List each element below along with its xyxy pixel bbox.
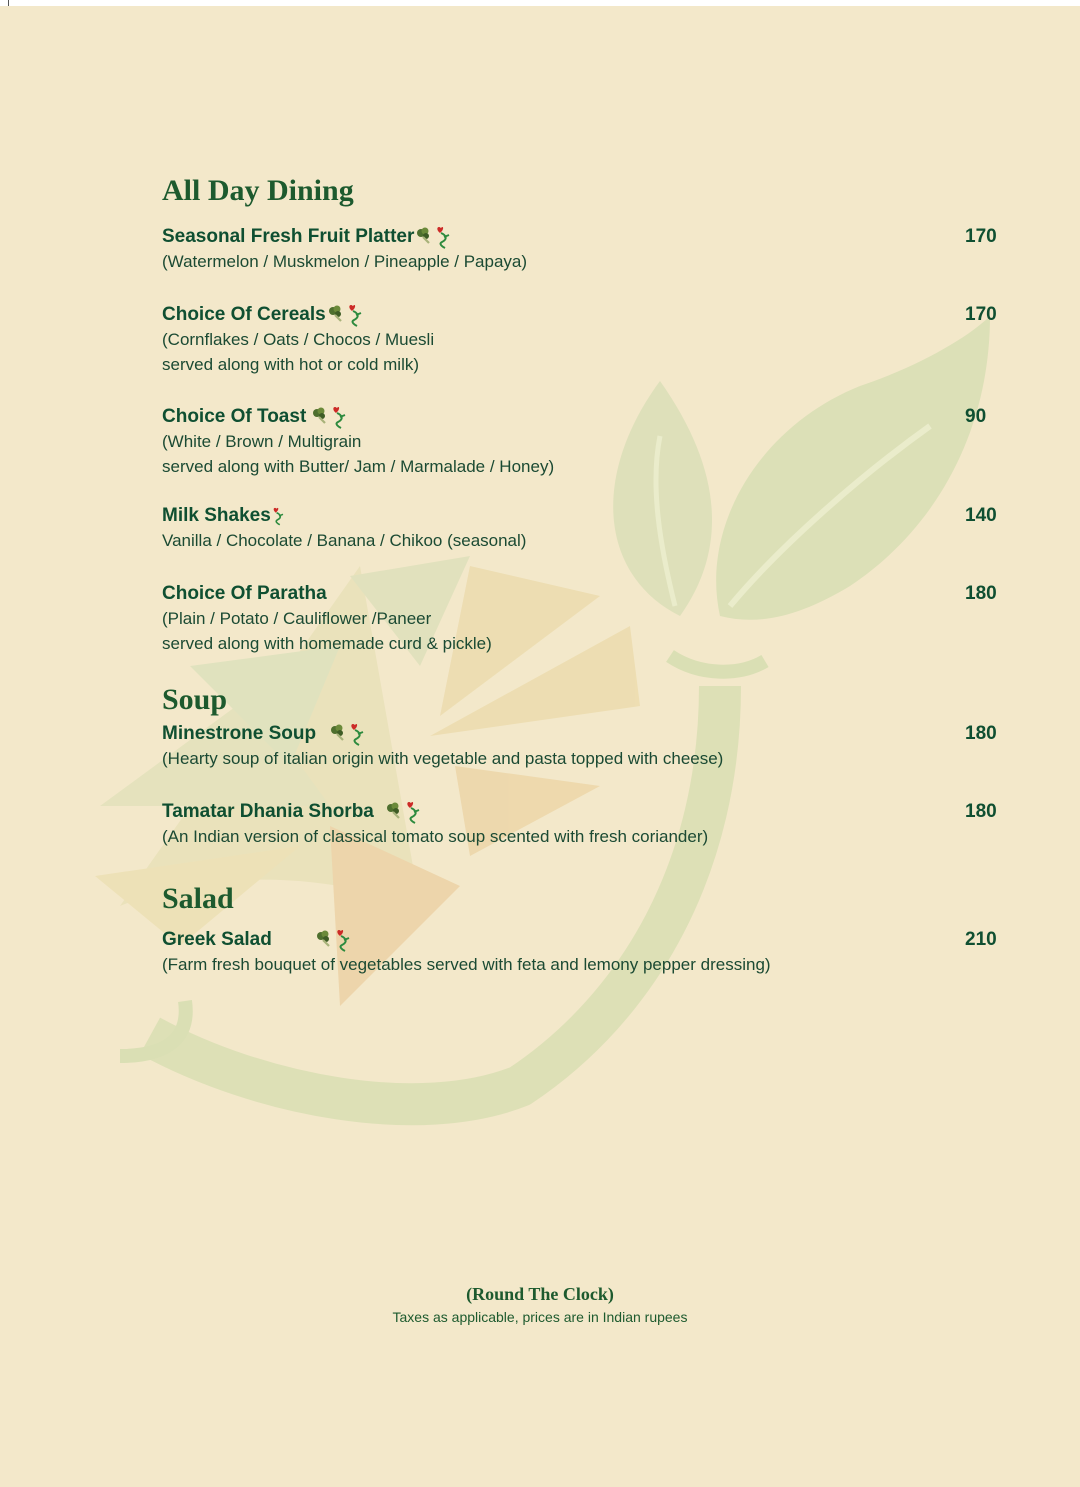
diet-icons [414, 224, 454, 249]
menu-item-description: (An Indian version of classical tomato soup scented with fresh coriander) [162, 827, 709, 846]
diet-icons [271, 503, 287, 528]
menu-item-price: 170 [965, 304, 997, 325]
cherry-icon [346, 302, 366, 327]
diet-icons [314, 927, 354, 952]
broccoli-icon [314, 927, 334, 952]
menu-item [162, 581, 1002, 656]
menu-item-price: 90 [965, 406, 987, 427]
menu-item-price: 140 [965, 505, 997, 526]
menu-item [162, 404, 1002, 479]
menu-item-name: Choice Of Toast [162, 406, 307, 427]
diet-icons [384, 799, 424, 824]
menu-content [0, 6, 1080, 1487]
menu-item-price: 180 [965, 583, 997, 604]
menu-item [162, 503, 1002, 553]
broccoli-icon [326, 302, 346, 327]
menu-item-name: Milk Shakes [162, 505, 271, 526]
menu-item-price: 210 [965, 929, 997, 950]
menu-item-price: 170 [965, 226, 997, 247]
broccoli-icon [414, 224, 434, 249]
section-title-all-day-dining: All Day Dining [162, 174, 354, 207]
diet-icons [328, 721, 368, 746]
menu-item [162, 721, 1002, 771]
menu-item-name: Seasonal Fresh Fruit Platter [162, 226, 415, 247]
menu-item [162, 302, 1002, 377]
menu-item-name: Choice Of Cereals [162, 304, 326, 325]
menu-item-name: Choice Of Paratha [162, 583, 327, 604]
broccoli-icon [310, 404, 330, 429]
menu-item-description: (Cornflakes / Oats / Chocos / Muesli served along with hot or cold milk) [162, 330, 435, 374]
diet-icons [326, 302, 366, 327]
menu-item-price: 180 [965, 723, 997, 744]
section-title-salad: Salad [162, 882, 234, 915]
broccoli-icon [328, 721, 348, 746]
menu-item-name: Minestrone Soup [162, 723, 317, 744]
menu-item-description: (White / Brown / Multigrain served along with Butter/ Jam / Marmalade / Honey) [162, 432, 555, 476]
cherry-icon [334, 927, 354, 952]
cherry-icon [271, 503, 287, 528]
diet-icons [310, 404, 350, 429]
menu-item-price: 180 [965, 801, 997, 822]
menu-item-description: (Watermelon / Muskmelon / Pineapple / Papaya) [162, 252, 528, 271]
menu-item [162, 927, 1002, 977]
menu-item-description: (Farm fresh bouquet of vegetables served with feta and lemony pepper dressing) [162, 955, 771, 974]
menu-item [162, 224, 1002, 274]
footer-title: (Round The Clock) [466, 1284, 614, 1304]
menu-item-name: Tamatar Dhania Shorba [162, 801, 374, 822]
cherry-icon [434, 224, 454, 249]
cherry-icon [404, 799, 424, 824]
menu-item [162, 799, 1002, 849]
menu-item-description: Vanilla / Chocolate / Banana / Chikoo (seasonal) [162, 531, 527, 550]
menu-item-description: (Plain / Potato / Cauliflower /Paneer served along with homemade curd & pickle) [162, 609, 492, 653]
section-title-soup: Soup [162, 683, 228, 716]
cherry-icon [330, 404, 350, 429]
broccoli-icon [384, 799, 404, 824]
menu-item-description: (Hearty soup of italian origin with vegetable and pasta topped with cheese) [162, 749, 724, 768]
cherry-icon [348, 721, 368, 746]
menu-item-name: Greek Salad [162, 929, 272, 950]
menu-page [0, 6, 1080, 1487]
footer-note: Taxes as applicable, prices are in Indian rupees [392, 1309, 688, 1325]
